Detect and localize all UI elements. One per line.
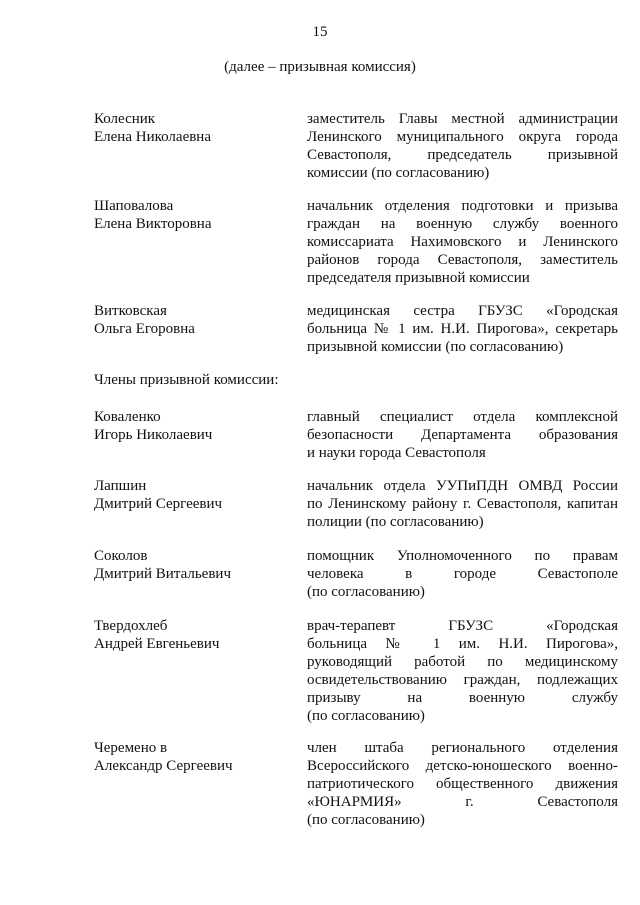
person-name <box>94 617 294 653</box>
role-line: по Ленинскому району г. Севастополя, капитан <box>307 496 618 512</box>
role-line: районов города Севастополя, заместитель <box>307 252 618 268</box>
given-names: Елена Николаевна <box>94 129 211 145</box>
role-line: призывной комиссии (по согласованию) <box>307 339 564 355</box>
role-line: (по согласованию) <box>307 584 425 600</box>
role-line: заместитель Главы местной администрации <box>307 111 618 127</box>
given-names: Игорь Николаевич <box>94 427 213 443</box>
given-names: Александр Сергеевич <box>94 758 233 774</box>
role-line: начальник отделения подготовки и призыва <box>307 198 618 214</box>
role-line: помощник Уполномоченного по правам <box>307 548 618 564</box>
surname: Колесник <box>94 111 156 127</box>
commission-intro: (далее – призывная комиссия) <box>224 59 416 75</box>
role-line: (по согласованию) <box>307 708 425 724</box>
role-line: Севастополя, председатель призывной <box>307 147 618 163</box>
surname: Коваленко <box>94 409 161 425</box>
person-role <box>307 197 618 287</box>
person-name <box>94 408 294 444</box>
person-name <box>94 197 294 233</box>
role-line: больница № 1 им. Н.И. Пирогова», <box>307 636 618 652</box>
person-role <box>307 547 618 601</box>
role-line: патриотического общественного движения <box>307 776 618 792</box>
role-line: Ленинского муниципального округа города <box>307 129 618 145</box>
given-names: Дмитрий Витальевич <box>94 566 231 582</box>
role-line: и науки города Севастополя <box>307 445 486 461</box>
surname: Лапшин <box>94 478 147 494</box>
given-names: Ольга Егоровна <box>94 321 195 337</box>
surname: Шаповалова <box>94 198 174 214</box>
role-line: безопасности Департамента образования <box>307 427 618 443</box>
person-role <box>307 110 618 182</box>
given-names: Андрей Евгеньевич <box>94 636 220 652</box>
role-line: врач-терапевт ГБУЗС «Городская <box>307 618 618 634</box>
role-line: председателя призывной комиссии <box>307 270 530 286</box>
role-line: медицинская сестра ГБУЗС «Городская <box>307 303 618 319</box>
role-line: больница № 1 им. Н.И. Пирогова», секретарь <box>307 321 618 337</box>
surname: Черемено в <box>94 740 168 756</box>
given-names: Елена Викторовна <box>94 216 212 232</box>
surname: Соколов <box>94 548 148 564</box>
role-line: член штаба регионального отделения <box>307 740 618 756</box>
person-role <box>307 617 618 725</box>
role-line: Всероссийского детско-юношеского военно- <box>307 758 618 774</box>
role-line: призыву на военную службу <box>307 690 618 706</box>
given-names: Дмитрий Сергеевич <box>94 496 223 512</box>
role-line: человека в городе Севастополе <box>307 566 618 582</box>
role-line: освидетельствованию граждан, подлежащих <box>307 672 618 688</box>
surname: Витковская <box>94 303 167 319</box>
role-line: комиссии (по согласованию) <box>307 165 490 181</box>
surname: Твердохлеб <box>94 618 168 634</box>
person-role <box>307 739 618 829</box>
role-line: комиссариата Нахимовского и Ленинского <box>307 234 618 250</box>
person-name <box>94 477 294 513</box>
members-heading: Члены призывной комиссии: <box>94 372 279 388</box>
role-line: главный специалист отдела комплексной <box>307 409 618 425</box>
person-name <box>94 547 294 583</box>
person-name <box>94 302 294 338</box>
role-line: граждан на военную службу военного <box>307 216 618 232</box>
role-line: руководящий работой по медицинскому <box>307 654 618 670</box>
person-role <box>307 302 618 356</box>
role-line: полиции (по согласованию) <box>307 514 484 530</box>
person-role <box>307 408 618 462</box>
role-line: «ЮНАРМИЯ» г. Севастополя <box>307 794 618 810</box>
page-number: 15 <box>312 24 328 40</box>
person-name <box>94 739 294 775</box>
person-role <box>307 477 618 531</box>
person-name <box>94 110 294 146</box>
role-line: (по согласованию) <box>307 812 425 828</box>
role-line: начальник отдела УУПиПДН ОМВД России <box>307 478 618 494</box>
